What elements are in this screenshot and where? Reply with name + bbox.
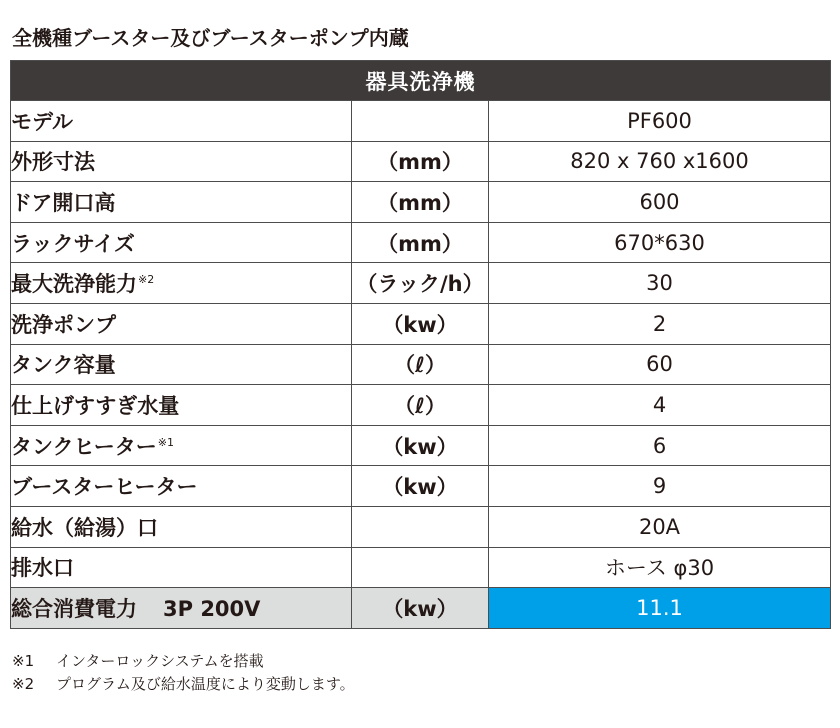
total-power-row <box>11 588 831 629</box>
spec-item-cell <box>11 222 352 263</box>
spec-unit <box>352 101 489 142</box>
page-caption: 全機種ブースター及びブースターポンプ内蔵 <box>12 26 409 50</box>
table-row <box>11 425 831 466</box>
spec-value: 2 <box>489 303 831 344</box>
footnote-ref: ※1 <box>157 435 174 449</box>
footnote-1 <box>12 650 355 673</box>
spec-unit <box>352 547 489 588</box>
spec-value: 600 <box>489 182 831 223</box>
spec-value: 20A <box>489 506 831 547</box>
spec-item-cell <box>11 425 352 466</box>
table-row <box>11 385 831 426</box>
spec-unit: （kw） <box>352 466 489 507</box>
spec-value: 6 <box>489 425 831 466</box>
table-row <box>11 506 831 547</box>
spec-item-cell <box>11 141 352 182</box>
spec-item-cell <box>11 182 352 223</box>
spec-item-cell <box>11 385 352 426</box>
spec-item-cell <box>11 506 352 547</box>
table-row <box>11 303 831 344</box>
table-row <box>11 101 831 142</box>
footnote-text: プログラム及び給水温度により変動します。 <box>56 675 355 693</box>
spec-item-label: 排水口 <box>11 556 74 581</box>
spec-item-label: 給水（給湯）口 <box>11 515 158 540</box>
spec-item-cell <box>11 547 352 588</box>
spec-item-label: タンク容量 <box>11 353 116 378</box>
spec-item-label: タンクヒーター <box>11 434 157 459</box>
table-header-row <box>11 61 831 101</box>
spec-value: PF600 <box>489 101 831 142</box>
table-row <box>11 222 831 263</box>
spec-item-label: 外形寸法 <box>11 150 95 175</box>
spec-unit: （kw） <box>352 303 489 344</box>
spec-item-cell <box>11 101 352 142</box>
spec-item-label: モデル <box>11 109 73 134</box>
spec-item-label: ブースターヒーター <box>11 475 198 500</box>
table-body <box>11 101 831 588</box>
table-row <box>11 547 831 588</box>
total-power-label-cell <box>11 588 352 629</box>
spec-item-cell <box>11 263 352 304</box>
table-row <box>11 466 831 507</box>
footnote-ref: ※2 <box>138 273 155 287</box>
spec-value: 670*630 <box>489 222 831 263</box>
spec-unit: （mm） <box>352 222 489 263</box>
table-row <box>11 141 831 182</box>
spec-item-label: 仕上げすすぎ水量 <box>11 393 180 418</box>
table-row <box>11 344 831 385</box>
total-power-spec: 3P 200V <box>163 596 261 621</box>
footnote-2 <box>12 673 355 696</box>
spec-value: 4 <box>489 385 831 426</box>
spec-unit: （ℓ） <box>352 385 489 426</box>
spec-unit: （mm） <box>352 141 489 182</box>
spec-value: ホース φ30 <box>489 547 831 588</box>
spec-value: 9 <box>489 466 831 507</box>
spec-item-cell <box>11 303 352 344</box>
spec-value: 60 <box>489 344 831 385</box>
spec-table <box>10 60 831 629</box>
footnote-text: インターロックシステムを搭載 <box>56 652 264 670</box>
spec-item-cell <box>11 466 352 507</box>
total-power-unit: （kw） <box>352 588 489 629</box>
spec-item-cell <box>11 344 352 385</box>
footnote-mark: ※2 <box>12 675 35 693</box>
spec-item-label: 最大洗浄能力 <box>11 272 137 297</box>
spec-unit: （mm） <box>352 182 489 223</box>
table-row <box>11 182 831 223</box>
total-power-label: 総合消費電力 <box>11 596 137 621</box>
footnotes <box>12 650 355 696</box>
table-header: 器具洗浄機 <box>11 61 831 101</box>
spec-value: 30 <box>489 263 831 304</box>
spec-unit: （ℓ） <box>352 344 489 385</box>
footnote-mark: ※1 <box>12 652 35 670</box>
spec-unit: （kw） <box>352 425 489 466</box>
spec-item-label: ラックサイズ <box>11 231 135 256</box>
total-power-value: 11.1 <box>489 588 831 629</box>
table-row <box>11 263 831 304</box>
spec-unit: （ラック/h） <box>352 263 489 304</box>
spec-unit <box>352 506 489 547</box>
spec-item-label: ドア開口高 <box>11 190 116 215</box>
spec-value: 820 x 760 x1600 <box>489 141 831 182</box>
spec-item-label: 洗浄ポンプ <box>11 312 116 337</box>
